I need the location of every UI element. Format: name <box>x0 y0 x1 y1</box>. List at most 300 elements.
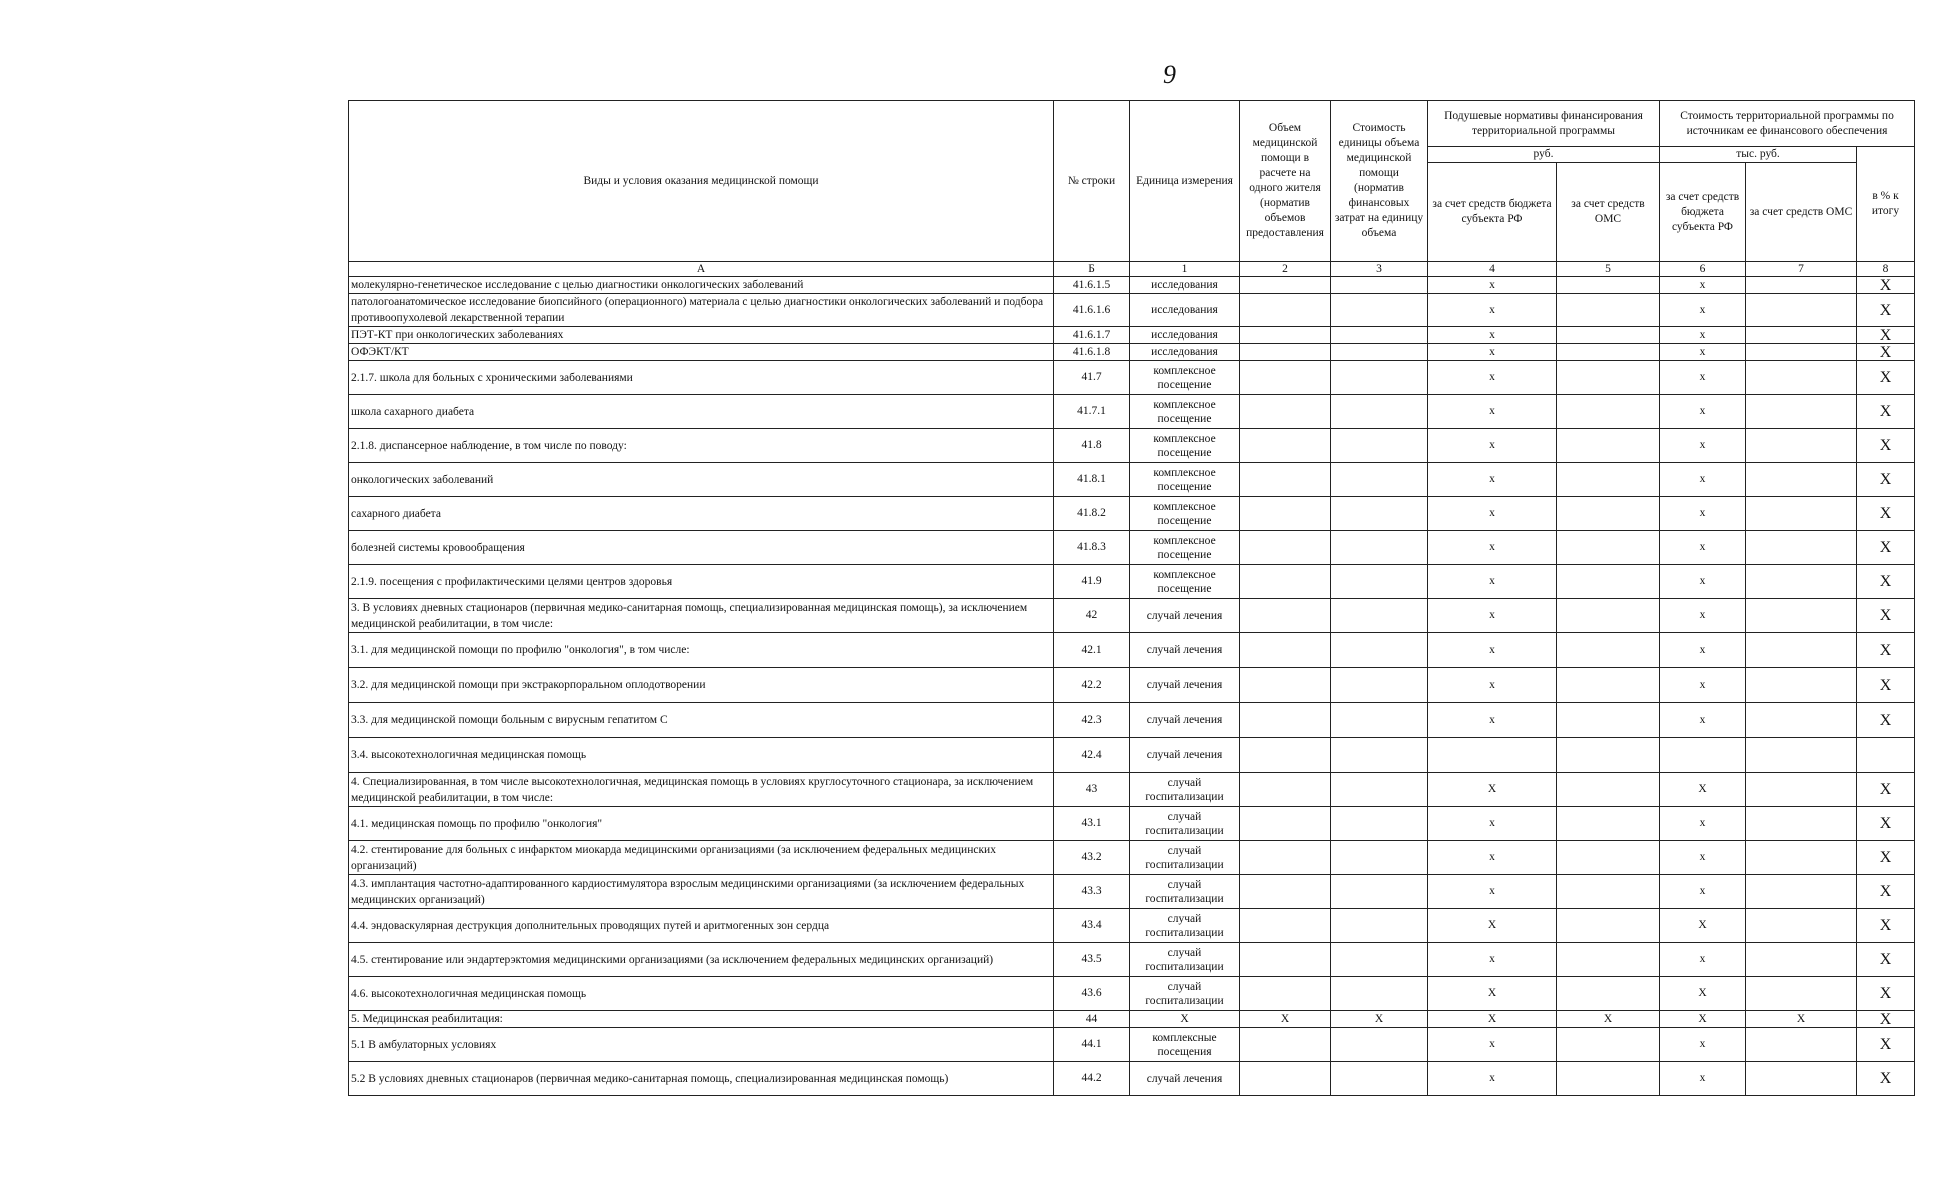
row-col5: Х <box>1557 1011 1660 1028</box>
row-col5 <box>1557 841 1660 875</box>
row-unit: случай госпитализации <box>1130 841 1240 875</box>
row-name: молекулярно-генетическое исследование с целью диагностики онкологических заболеваний <box>349 277 1054 294</box>
row-number: 41.8.1 <box>1054 463 1130 497</box>
row-number: 43.2 <box>1054 841 1130 875</box>
row-col6: х <box>1660 943 1746 977</box>
header-row-number: № строки <box>1054 101 1130 262</box>
row-col2 <box>1240 773 1331 807</box>
row-unit: случай лечения <box>1130 633 1240 668</box>
row-col3 <box>1331 875 1428 909</box>
row-col3 <box>1331 361 1428 395</box>
row-col7 <box>1746 531 1857 565</box>
row-col3 <box>1331 277 1428 294</box>
row-col7 <box>1746 277 1857 294</box>
row-col3 <box>1331 294 1428 327</box>
row-col7 <box>1746 344 1857 361</box>
row-unit: случай госпитализации <box>1130 977 1240 1011</box>
row-col8 <box>1857 738 1915 773</box>
row-col3 <box>1331 497 1428 531</box>
table-row <box>349 344 1915 361</box>
table-row <box>349 327 1915 344</box>
table-row <box>349 277 1915 294</box>
row-col2 <box>1240 429 1331 463</box>
row-col7 <box>1746 875 1857 909</box>
row-col8: Х <box>1857 875 1915 909</box>
row-col2 <box>1240 395 1331 429</box>
row-col2 <box>1240 497 1331 531</box>
row-col2 <box>1240 294 1331 327</box>
row-col7 <box>1746 361 1857 395</box>
row-col6: х <box>1660 565 1746 599</box>
row-number: 41.7 <box>1054 361 1130 395</box>
row-number: 43.3 <box>1054 875 1130 909</box>
row-name: болезней системы кровообращения <box>349 531 1054 565</box>
row-col2 <box>1240 327 1331 344</box>
row-col7 <box>1746 738 1857 773</box>
row-col8: Х <box>1857 773 1915 807</box>
row-col4: х <box>1428 327 1557 344</box>
row-col6: х <box>1660 463 1746 497</box>
row-name: 4.3. имплантация частотно-адаптированного кардиостимулятора взрослым медицинскими организациями (за исключением федеральных медицинских организаций) <box>349 875 1054 909</box>
row-col3 <box>1331 703 1428 738</box>
row-name: 3.2. для медицинской помощи при экстракорпоральном оплодотворении <box>349 668 1054 703</box>
row-col2 <box>1240 943 1331 977</box>
row-col7 <box>1746 977 1857 1011</box>
row-unit: комплексное посещение <box>1130 395 1240 429</box>
row-col5 <box>1557 807 1660 841</box>
header-oms: за счет средств ОМС <box>1557 163 1660 262</box>
row-col4: х <box>1428 943 1557 977</box>
row-col2 <box>1240 703 1331 738</box>
row-col6: х <box>1660 703 1746 738</box>
row-unit: комплексное посещение <box>1130 361 1240 395</box>
row-name: 3.4. высокотехнологичная медицинская помощь <box>349 738 1054 773</box>
row-col6: х <box>1660 497 1746 531</box>
row-col7 <box>1746 668 1857 703</box>
table-row <box>349 599 1915 633</box>
row-col4: Х <box>1428 773 1557 807</box>
column-number-row <box>349 262 1915 277</box>
column-number: А <box>349 262 1054 277</box>
row-col8: Х <box>1857 463 1915 497</box>
row-col4: х <box>1428 599 1557 633</box>
row-col8: Х <box>1857 531 1915 565</box>
row-col2 <box>1240 361 1331 395</box>
header-total-unit: тыс. руб. <box>1660 147 1857 163</box>
row-col3 <box>1331 1028 1428 1062</box>
row-unit: Х <box>1130 1011 1240 1028</box>
row-unit: случай лечения <box>1130 599 1240 633</box>
row-name: 4.1. медицинская помощь по профилю "онкология" <box>349 807 1054 841</box>
row-col2: Х <box>1240 1011 1331 1028</box>
row-number: 43.1 <box>1054 807 1130 841</box>
row-col6: х <box>1660 294 1746 327</box>
row-col4: х <box>1428 361 1557 395</box>
row-col6: х <box>1660 327 1746 344</box>
row-col4: х <box>1428 1062 1557 1096</box>
table-row <box>349 497 1915 531</box>
table-row <box>349 1062 1915 1096</box>
row-col8: Х <box>1857 1062 1915 1096</box>
row-col4 <box>1428 738 1557 773</box>
header-percapita-unit: руб. <box>1428 147 1660 163</box>
table-header <box>349 101 1915 277</box>
row-number: 43.5 <box>1054 943 1130 977</box>
row-unit: случай госпитализации <box>1130 943 1240 977</box>
row-col7 <box>1746 565 1857 599</box>
column-number: 4 <box>1428 262 1557 277</box>
table-row <box>349 1028 1915 1062</box>
row-col7: Х <box>1746 1011 1857 1028</box>
row-col6: х <box>1660 841 1746 875</box>
row-col7 <box>1746 807 1857 841</box>
row-col2 <box>1240 668 1331 703</box>
row-unit: случай лечения <box>1130 668 1240 703</box>
row-col8: Х <box>1857 633 1915 668</box>
row-col5 <box>1557 773 1660 807</box>
row-col4: х <box>1428 463 1557 497</box>
row-col2 <box>1240 277 1331 294</box>
row-col8: Х <box>1857 943 1915 977</box>
row-number: 41.7.1 <box>1054 395 1130 429</box>
row-col5 <box>1557 327 1660 344</box>
row-unit: комплексное посещение <box>1130 429 1240 463</box>
row-col5 <box>1557 909 1660 943</box>
table-row <box>349 875 1915 909</box>
row-name: 5.1 В амбулаторных условиях <box>349 1028 1054 1062</box>
row-col3 <box>1331 738 1428 773</box>
row-name: школа сахарного диабета <box>349 395 1054 429</box>
header-percapita-group: Подушевые нормативы финансирования территориальной программы <box>1428 101 1660 147</box>
row-col4: х <box>1428 668 1557 703</box>
row-col5 <box>1557 294 1660 327</box>
table-row <box>349 463 1915 497</box>
row-col8: Х <box>1857 599 1915 633</box>
row-col5 <box>1557 1062 1660 1096</box>
row-col6 <box>1660 738 1746 773</box>
row-col8: Х <box>1857 703 1915 738</box>
row-unit: случай лечения <box>1130 703 1240 738</box>
row-unit: комплексное посещение <box>1130 531 1240 565</box>
table-body <box>349 277 1915 1096</box>
row-col8: Х <box>1857 429 1915 463</box>
row-col7 <box>1746 1062 1857 1096</box>
row-number: 42.3 <box>1054 703 1130 738</box>
row-number: 44 <box>1054 1011 1130 1028</box>
table-row <box>349 841 1915 875</box>
row-col6: х <box>1660 1028 1746 1062</box>
row-name: сахарного диабета <box>349 497 1054 531</box>
row-col7 <box>1746 943 1857 977</box>
table-row <box>349 633 1915 668</box>
row-col7 <box>1746 497 1857 531</box>
row-col7 <box>1746 633 1857 668</box>
row-col4: х <box>1428 875 1557 909</box>
row-number: 44.1 <box>1054 1028 1130 1062</box>
row-col5 <box>1557 599 1660 633</box>
row-number: 41.8.3 <box>1054 531 1130 565</box>
row-col5 <box>1557 633 1660 668</box>
row-unit: комплексные посещения <box>1130 1028 1240 1062</box>
header-name: Виды и условия оказания медицинской помощи <box>349 101 1054 262</box>
row-number: 41.8.2 <box>1054 497 1130 531</box>
row-col6: х <box>1660 633 1746 668</box>
row-col6: х <box>1660 344 1746 361</box>
row-col2 <box>1240 807 1331 841</box>
column-number: 3 <box>1331 262 1428 277</box>
row-col4: х <box>1428 344 1557 361</box>
row-col3 <box>1331 531 1428 565</box>
row-col4: Х <box>1428 1011 1557 1028</box>
row-col3 <box>1331 909 1428 943</box>
row-number: 42.1 <box>1054 633 1130 668</box>
row-number: 41.9 <box>1054 565 1130 599</box>
row-number: 42.4 <box>1054 738 1130 773</box>
row-col2 <box>1240 977 1331 1011</box>
row-col7 <box>1746 395 1857 429</box>
row-col7 <box>1746 703 1857 738</box>
row-col5 <box>1557 668 1660 703</box>
row-unit: исследования <box>1130 344 1240 361</box>
row-col2 <box>1240 875 1331 909</box>
row-col7 <box>1746 909 1857 943</box>
row-name: 2.1.9. посещения с профилактическими целями центров здоровья <box>349 565 1054 599</box>
row-col3 <box>1331 327 1428 344</box>
row-unit: случай госпитализации <box>1130 875 1240 909</box>
column-number: 5 <box>1557 262 1660 277</box>
row-col7 <box>1746 599 1857 633</box>
row-col2 <box>1240 841 1331 875</box>
row-col8: Х <box>1857 668 1915 703</box>
row-col8: Х <box>1857 1011 1915 1028</box>
row-col4: х <box>1428 277 1557 294</box>
row-name: 2.1.8. диспансерное наблюдение, в том числе по поводу: <box>349 429 1054 463</box>
row-col5 <box>1557 875 1660 909</box>
row-col4: х <box>1428 497 1557 531</box>
row-col3 <box>1331 429 1428 463</box>
row-col7 <box>1746 429 1857 463</box>
row-col5 <box>1557 531 1660 565</box>
row-col5 <box>1557 463 1660 497</box>
row-col4: х <box>1428 1028 1557 1062</box>
row-col3 <box>1331 668 1428 703</box>
row-col5 <box>1557 565 1660 599</box>
row-col7 <box>1746 327 1857 344</box>
row-col5 <box>1557 395 1660 429</box>
table-row <box>349 807 1915 841</box>
table-row <box>349 668 1915 703</box>
row-col2 <box>1240 463 1331 497</box>
row-col6: Х <box>1660 773 1746 807</box>
row-col4: х <box>1428 841 1557 875</box>
table-row <box>349 1011 1915 1028</box>
row-col2 <box>1240 633 1331 668</box>
row-col8: Х <box>1857 841 1915 875</box>
table-row <box>349 531 1915 565</box>
row-col3 <box>1331 943 1428 977</box>
row-name: 4.5. стентирование или эндартерэктомия медицинскими организациями (за исключением федеральных медицинских организаций) <box>349 943 1054 977</box>
table-row <box>349 565 1915 599</box>
table-row <box>349 361 1915 395</box>
row-col2 <box>1240 738 1331 773</box>
column-number: 6 <box>1660 262 1746 277</box>
row-col3 <box>1331 633 1428 668</box>
row-col7 <box>1746 463 1857 497</box>
row-name: 3. В условиях дневных стационаров (первичная медико-санитарная помощь, специализированная медицинская помощь), за исключением медицинской реабилитации, в том числе: <box>349 599 1054 633</box>
row-name: патологоанатомическое исследование биопсийного (операционного) материала с целью диагностики онкологических заболеваний и подбора противоопухолевой лекарственной терапии <box>349 294 1054 327</box>
table-row <box>349 773 1915 807</box>
row-unit: случай госпитализации <box>1130 773 1240 807</box>
column-number: Б <box>1054 262 1130 277</box>
row-col4: х <box>1428 565 1557 599</box>
row-col4: Х <box>1428 909 1557 943</box>
row-col6: х <box>1660 1062 1746 1096</box>
financing-table <box>348 100 1915 1096</box>
row-unit: исследования <box>1130 277 1240 294</box>
row-col5 <box>1557 429 1660 463</box>
row-col7 <box>1746 294 1857 327</box>
row-col2 <box>1240 1028 1331 1062</box>
row-number: 43 <box>1054 773 1130 807</box>
row-col3 <box>1331 599 1428 633</box>
row-number: 41.6.1.8 <box>1054 344 1130 361</box>
row-col8: Х <box>1857 344 1915 361</box>
row-col5 <box>1557 497 1660 531</box>
table-row <box>349 943 1915 977</box>
table-row <box>349 738 1915 773</box>
row-col8: Х <box>1857 565 1915 599</box>
row-col8: Х <box>1857 395 1915 429</box>
row-col7 <box>1746 773 1857 807</box>
row-col8: Х <box>1857 361 1915 395</box>
row-number: 44.2 <box>1054 1062 1130 1096</box>
header-volume <box>1240 101 1331 262</box>
row-col4: х <box>1428 395 1557 429</box>
row-col2 <box>1240 909 1331 943</box>
row-col4: х <box>1428 807 1557 841</box>
row-col8: Х <box>1857 294 1915 327</box>
row-number: 41.6.1.5 <box>1054 277 1130 294</box>
row-col3 <box>1331 807 1428 841</box>
row-name: 5. Медицинская реабилитация: <box>349 1011 1054 1028</box>
row-col4: х <box>1428 703 1557 738</box>
row-col5 <box>1557 344 1660 361</box>
header-percent: в % к итогу <box>1857 147 1915 262</box>
header-oms-total: за счет средств ОМС <box>1746 163 1857 262</box>
row-col7 <box>1746 841 1857 875</box>
row-col8: Х <box>1857 497 1915 531</box>
row-col3: Х <box>1331 1011 1428 1028</box>
table-row <box>349 294 1915 327</box>
row-number: 41.8 <box>1054 429 1130 463</box>
row-col6: х <box>1660 531 1746 565</box>
header-budget-total: за счет средств бюджета субъекта РФ <box>1660 163 1746 262</box>
row-name: 4.6. высокотехнологичная медицинская помощь <box>349 977 1054 1011</box>
row-col8: Х <box>1857 327 1915 344</box>
row-name: онкологических заболеваний <box>349 463 1054 497</box>
row-col6: х <box>1660 277 1746 294</box>
page-number: 9 <box>1163 60 1176 89</box>
row-number: 41.6.1.7 <box>1054 327 1130 344</box>
table-row <box>349 429 1915 463</box>
row-number: 41.6.1.6 <box>1054 294 1130 327</box>
row-col8: Х <box>1857 1028 1915 1062</box>
row-number: 43.4 <box>1054 909 1130 943</box>
column-number: 8 <box>1857 262 1915 277</box>
row-col5 <box>1557 738 1660 773</box>
row-col3 <box>1331 463 1428 497</box>
row-name: 3.3. для медицинской помощи больным с вирусным гепатитом С <box>349 703 1054 738</box>
row-col8: Х <box>1857 909 1915 943</box>
row-name: ПЭТ-КТ при онкологических заболеваниях <box>349 327 1054 344</box>
row-unit: случай лечения <box>1130 738 1240 773</box>
row-unit: комплексное посещение <box>1130 497 1240 531</box>
row-col6: Х <box>1660 909 1746 943</box>
row-col7 <box>1746 1028 1857 1062</box>
row-name: 5.2 В условиях дневных стационаров (первичная медико-санитарная помощь, специализированная медицинская помощь) <box>349 1062 1054 1096</box>
row-col6: х <box>1660 361 1746 395</box>
column-number: 1 <box>1130 262 1240 277</box>
row-col4: х <box>1428 531 1557 565</box>
row-col5 <box>1557 1028 1660 1062</box>
row-number: 42 <box>1054 599 1130 633</box>
row-col4: х <box>1428 294 1557 327</box>
row-col2 <box>1240 531 1331 565</box>
row-col4: х <box>1428 633 1557 668</box>
row-col2 <box>1240 599 1331 633</box>
row-col2 <box>1240 565 1331 599</box>
row-col4: х <box>1428 429 1557 463</box>
row-col5 <box>1557 703 1660 738</box>
row-name: 4.4. эндоваскулярная деструкция дополнительных проводящих путей и аритмогенных зон сердца <box>349 909 1054 943</box>
header-volume-text: Объем медицинской помощи в расчете на одного жителя (норматив объемов предоставления <box>1246 122 1324 239</box>
table-row <box>349 703 1915 738</box>
row-unit: исследования <box>1130 327 1240 344</box>
row-unit: исследования <box>1130 294 1240 327</box>
row-col3 <box>1331 344 1428 361</box>
row-col6: х <box>1660 395 1746 429</box>
row-col5 <box>1557 361 1660 395</box>
header-total-group: Стоимость территориальной программы по источникам ее финансового обеспечения <box>1660 101 1915 147</box>
row-col6: Х <box>1660 977 1746 1011</box>
row-col6: х <box>1660 668 1746 703</box>
row-number: 43.6 <box>1054 977 1130 1011</box>
row-name: 4.2. стентирование для больных с инфарктом миокарда медицинскими организациями (за исключением федеральных медицинских организаций) <box>349 841 1054 875</box>
row-col8: Х <box>1857 277 1915 294</box>
row-col3 <box>1331 841 1428 875</box>
row-name: 2.1.7. школа для больных с хроническими заболеваниями <box>349 361 1054 395</box>
row-unit: случай лечения <box>1130 1062 1240 1096</box>
header-budget: за счет средств бюджета субъекта РФ <box>1428 163 1557 262</box>
row-col5 <box>1557 277 1660 294</box>
row-col3 <box>1331 395 1428 429</box>
row-col6: х <box>1660 599 1746 633</box>
table-row <box>349 977 1915 1011</box>
row-unit: случай госпитализации <box>1130 807 1240 841</box>
row-name: 4. Специализированная, в том числе высокотехнологичная, медицинская помощь в условиях круглосуточного стационара, за исключением медицинской реабилитации, в том числе: <box>349 773 1054 807</box>
row-name: ОФЭКТ/КТ <box>349 344 1054 361</box>
row-name: 3.1. для медицинской помощи по профилю "онкология", в том числе: <box>349 633 1054 668</box>
row-number: 42.2 <box>1054 668 1130 703</box>
row-col6: Х <box>1660 1011 1746 1028</box>
row-col3 <box>1331 773 1428 807</box>
row-col2 <box>1240 1062 1331 1096</box>
row-col3 <box>1331 977 1428 1011</box>
row-unit: комплексное посещение <box>1130 565 1240 599</box>
row-col5 <box>1557 943 1660 977</box>
row-col8: Х <box>1857 977 1915 1011</box>
column-number: 2 <box>1240 262 1331 277</box>
